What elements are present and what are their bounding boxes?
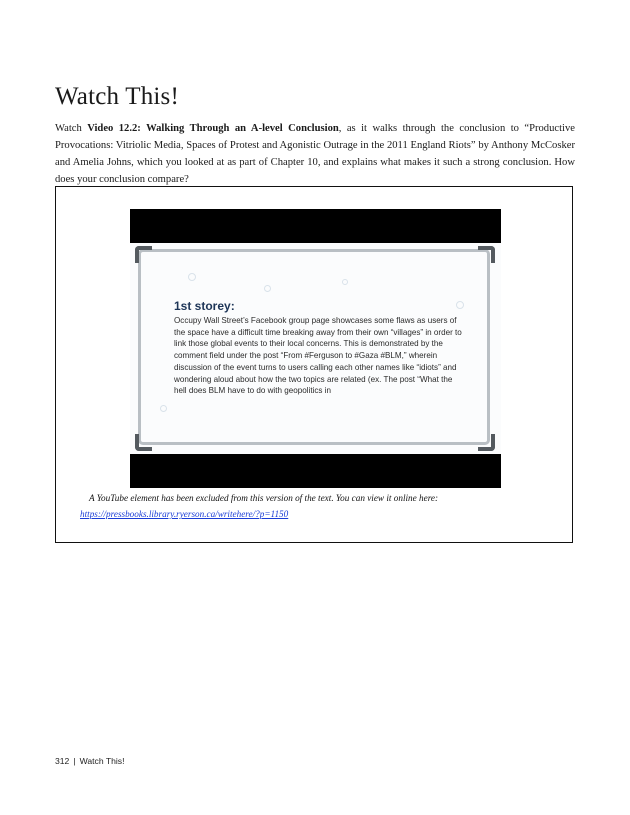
intro-suffix: , as it walks through the conclusion to “Productive Provocations: Vitriolic Media, Spaces of Protest and Agonistic Outrage in the 2011 England Riots” by Anthony McCosker and Amelia Johns, which you looked at as part of Chapter 10, and explains what makes it such a strong conclusion. How does your conclusion compare? xyxy=(55,123,575,185)
slide-body-text: Occupy Wall Street’s Facebook group page showcases some flaws as users of the space have a difficult time breaking away from their own “villages” in order to link those global events to their local concerns. This is demonstrated by the comment field under the post “From #Ferguson to #Gaza #BLM,” wherein discussion of the event turns to users calling each other names like “idiots” and wondering aloud about how the two topics are related (ex. The post “What the hell does BLM have to do with geopolitics in xyxy=(174,316,462,396)
intro-prefix: Watch xyxy=(55,123,88,134)
video-label: Video 12.2: Walking Through an A-level Conclusion xyxy=(87,123,339,134)
video-embed-box xyxy=(55,186,573,543)
page-number: 312 xyxy=(55,756,70,766)
decor-circle-icon xyxy=(188,273,196,281)
frame-corner-icon xyxy=(478,434,495,451)
intro-paragraph xyxy=(55,120,575,188)
page-footer xyxy=(55,756,124,766)
video-player[interactable] xyxy=(130,209,501,488)
decor-circle-icon xyxy=(160,405,167,412)
frame-corner-icon xyxy=(135,434,152,451)
footer-section-title: Watch This! xyxy=(79,756,125,766)
frame-corner-icon xyxy=(135,246,152,263)
page-title: Watch This! xyxy=(55,82,180,110)
frame-corner-icon xyxy=(478,246,495,263)
video-slide xyxy=(130,243,501,454)
video-online-link[interactable]: https://pressbooks.library.ryerson.ca/writehere/?p=1150 xyxy=(80,509,289,519)
slide-heading: 1st storey: xyxy=(174,299,235,313)
footer-separator: | xyxy=(73,756,76,766)
decor-circle-icon xyxy=(456,301,464,309)
embed-excluded-note: A YouTube element has been excluded from this version of the text. You can view it online here: xyxy=(89,493,439,503)
decor-circle-icon xyxy=(264,285,271,292)
decor-circle-icon xyxy=(342,279,348,285)
